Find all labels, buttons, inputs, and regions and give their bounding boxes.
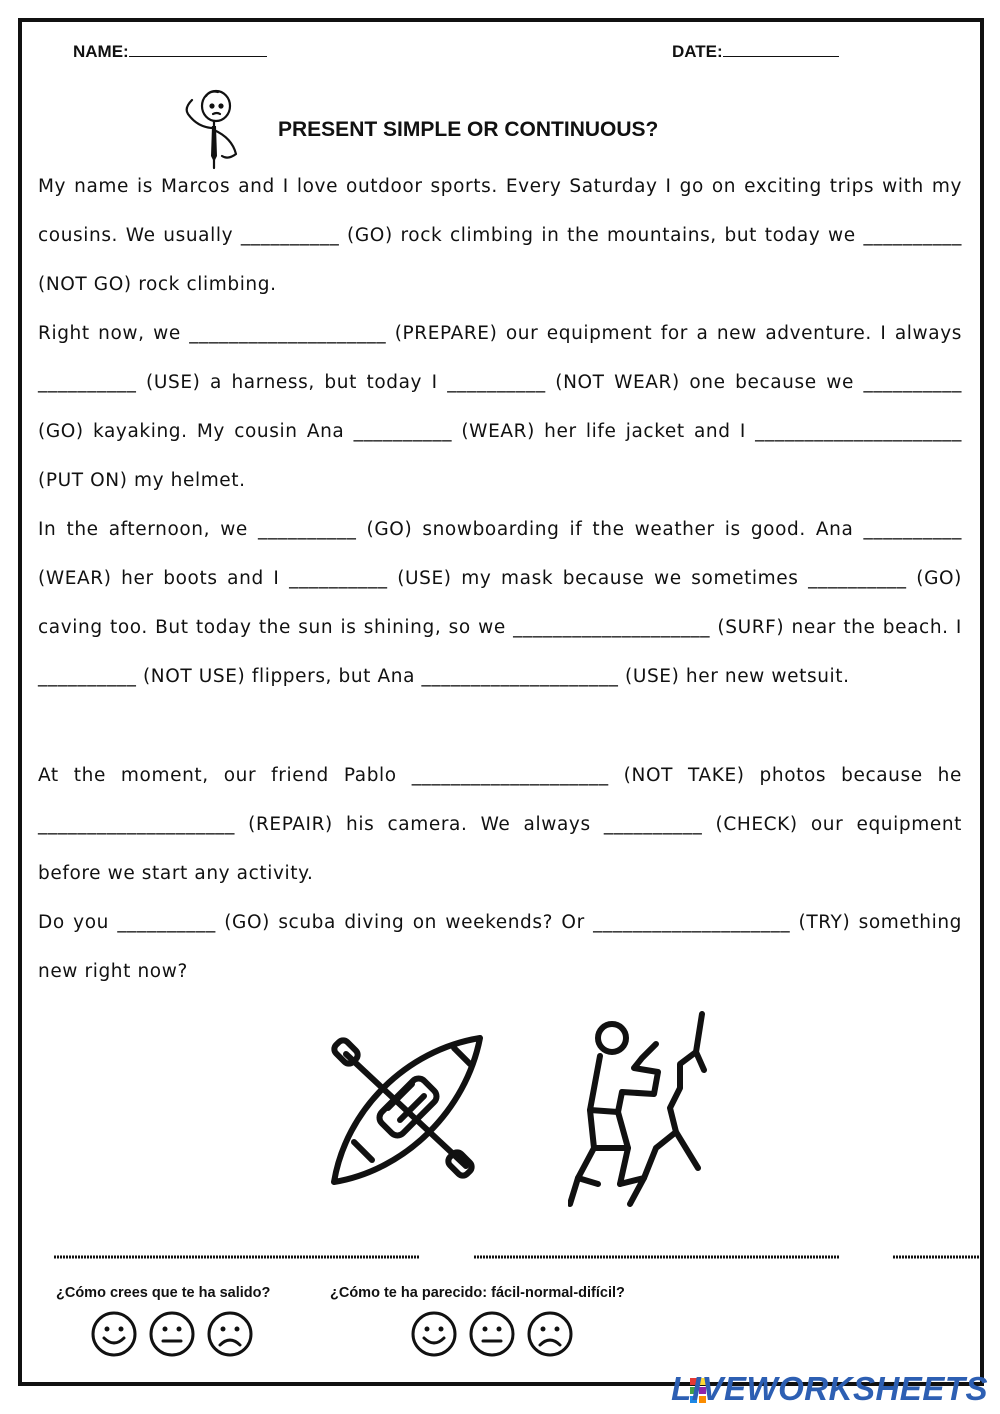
paragraph-4: At the moment, our friend Pablo ____________________ (NOT TAKE) photos because he ____________________ (REPAIR) his camera. We always __________ (CHECK) our equipment before we start any activity. bbox=[38, 765, 962, 884]
faces-result bbox=[90, 1310, 254, 1358]
date-blank[interactable] bbox=[723, 42, 839, 57]
neutral-face-icon[interactable] bbox=[468, 1310, 516, 1358]
divider-left bbox=[54, 1252, 420, 1262]
name-label: NAME: bbox=[73, 42, 129, 61]
sad-face-icon[interactable] bbox=[206, 1310, 254, 1358]
sad-face-icon[interactable] bbox=[526, 1310, 574, 1358]
happy-face-icon[interactable] bbox=[410, 1310, 458, 1358]
question-result: ¿Cómo crees que te ha salido? bbox=[56, 1285, 271, 1301]
name-blank[interactable] bbox=[129, 42, 267, 57]
date-label: DATE: bbox=[672, 42, 723, 61]
question-difficulty: ¿Cómo te ha parecido: fácil-normal-difícil? bbox=[330, 1285, 625, 1301]
neutral-face-icon[interactable] bbox=[148, 1310, 196, 1358]
paragraph-2: Right now, we ____________________ (PREPARE) our equipment for a new adventure. I always __________ (USE) a harness, but today I __________ (NOT WEAR) one because we __________ (GO) kayaking. My cousin Ana __________ (WEAR) her life jacket and I _____________________ (PUT ON) my helmet. bbox=[38, 323, 962, 491]
paragraph-3: In the afternoon, we __________ (GO) snowboarding if the weather is good. Ana __________ (WEAR) her boots and I __________ (USE) my mask because we sometimes __________ (GO) caving too. But today the sun is shining, so we ____________________ (SURF) near the beach. I __________ (NOT USE) flippers, but Ana ____________________ (USE) her new wetsuit. bbox=[38, 519, 962, 687]
kayak-icon bbox=[326, 1030, 488, 1190]
paragraph-1: My name is Marcos and I love outdoor sports. Every Saturday I go on exciting trips with my cousins. We usually __________ (GO) rock climbing in the mountains, but today we __________ (NOT GO) rock climbing. bbox=[38, 176, 962, 295]
divider-right bbox=[893, 1252, 984, 1262]
worksheet-title: PRESENT SIMPLE OR CONTINUOUS? bbox=[278, 118, 659, 141]
paragraph-5: Do you __________ (GO) scuba diving on weekends? Or ____________________ (TRY) something new right now? bbox=[38, 912, 962, 982]
name-field[interactable] bbox=[73, 42, 267, 62]
faces-difficulty bbox=[410, 1310, 574, 1358]
date-field[interactable] bbox=[672, 42, 839, 62]
thinking-man-icon bbox=[176, 86, 246, 174]
rock-climber-icon bbox=[568, 1008, 708, 1208]
divider-middle bbox=[474, 1252, 840, 1262]
happy-face-icon[interactable] bbox=[90, 1310, 138, 1358]
liveworksheets-brand[interactable]: LIVEWORKSHEETS bbox=[671, 1370, 988, 1407]
